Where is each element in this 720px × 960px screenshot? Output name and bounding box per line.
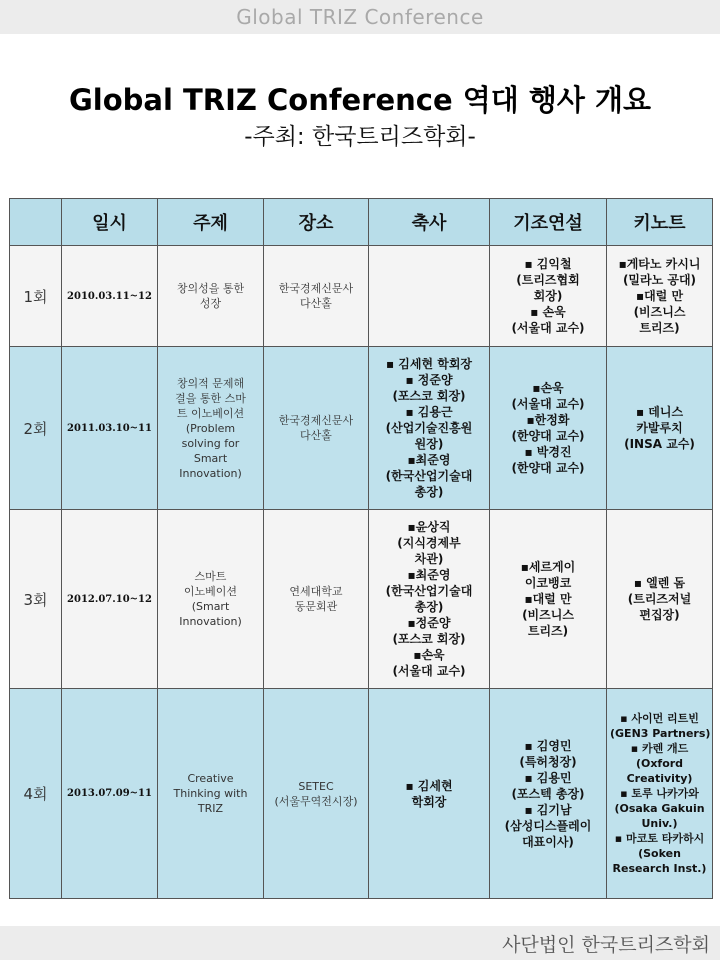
cell-line: (포스코 회장) [392, 632, 466, 646]
cell-line: 트 이노베이션 [176, 406, 245, 420]
cell-line: (산업기술진흥원 [385, 421, 473, 435]
cell-line: 연세대학교 [289, 585, 343, 598]
keynote-speech-cell [490, 510, 607, 689]
congratulatory-cell [369, 246, 490, 347]
cell-line: Creative [187, 772, 234, 785]
cell-line: ▪ 김세현 [405, 778, 453, 793]
top-header-band [0, 0, 720, 34]
cell-line: (비즈니스 [522, 608, 574, 622]
cell-line: 트리즈) [527, 624, 569, 638]
venue-cell [264, 347, 369, 510]
date-cell: 2010.03.11~12 [62, 246, 158, 347]
keynote-speech-cell [490, 689, 607, 899]
round-cell: 3회 [10, 510, 62, 689]
cell-line: ▪ 데니스 [635, 405, 684, 419]
keynote-cell [607, 689, 713, 899]
cell-line: ▪대럴 만 [635, 289, 684, 303]
venue-cell [264, 689, 369, 899]
cell-line: ▪최준영 [407, 453, 451, 467]
cell-line: (INSA 교수) [624, 437, 695, 451]
cell-line: (한국산업기술대 [385, 469, 473, 483]
cell-line: (한양대 교수) [511, 429, 585, 443]
cell-line: ▪ 엘렌 돔 [633, 576, 686, 590]
cell-line: (한국산업기술대 [385, 584, 473, 598]
cell-line: (한양대 교수) [511, 461, 585, 475]
cell-line: 원장) [414, 437, 444, 451]
cell-line: solving for [181, 436, 240, 450]
cell-line: ▪ 마코토 타카하시 [614, 832, 705, 845]
cell-line: 창의적 문제해 [176, 376, 245, 390]
header-cell-date: 일시 [62, 199, 158, 246]
cell-line: 스마트 [194, 570, 227, 583]
table-header-row [10, 199, 713, 246]
cell-line: ▪ 박경진 [524, 445, 572, 459]
cell-line: (서울대 교수) [511, 397, 585, 411]
cell-line: Creativity) [626, 772, 693, 785]
cell-line: (Smart [191, 600, 230, 613]
cell-line: 대표이사) [522, 834, 574, 849]
header-cell-theme: 주제 [158, 199, 264, 246]
round-cell: 2회 [10, 347, 62, 510]
header-cell-congratulatory: 축사 [369, 199, 490, 246]
header-cell-keynote-speech: 기조연설 [490, 199, 607, 246]
cell-line: ▪대럴 만 [524, 592, 572, 606]
cell-line: 성장 [199, 297, 222, 310]
cell-line: ▪ 정준양 [405, 373, 453, 387]
header-cell-keynote: 키노트 [607, 199, 713, 246]
cell-line: Thinking with [173, 787, 248, 800]
cell-line: 트리즈) [639, 321, 680, 335]
cell-line: ▪최준영 [407, 568, 451, 582]
page-subtitle: -주최: 한국트리즈학회- [244, 124, 476, 150]
cell-line: Innovation) [179, 615, 242, 628]
cell-line: (특허청장) [519, 754, 577, 769]
theme-cell [158, 246, 264, 347]
cell-line: (포스텍 총장) [511, 786, 585, 801]
theme-cell [158, 347, 264, 510]
header-cell-venue: 장소 [264, 199, 369, 246]
date-cell: 2013.07.09~11 [62, 689, 158, 899]
cell-line: ▪ 김세현 학회장 [385, 357, 473, 371]
header-cell-round [10, 199, 62, 246]
cell-line: 편집장) [639, 608, 680, 622]
keynote-speech-cell [490, 347, 607, 510]
table-row [10, 689, 713, 899]
theme-cell [158, 510, 264, 689]
cell-line: (포스코 회장) [392, 389, 466, 403]
keynote-speech-cell [490, 246, 607, 347]
cell-line: ▪게타노 카시니 [618, 257, 701, 271]
footer-organization: 사단법인 한국트리즈학회 [502, 933, 710, 956]
cell-line: 한국경제신문사 [278, 282, 354, 295]
cell-line: ▪ 김익철 [524, 257, 572, 271]
cell-line: ▪손욱 [532, 381, 564, 395]
header-band-text: Global TRIZ Conference [236, 5, 484, 29]
cell-line: 한국경제신문사 [278, 414, 354, 427]
cell-line: ▪ 토루 나카가와 [620, 787, 699, 800]
cell-line: ▪손욱 [413, 648, 445, 662]
conference-history-table [9, 198, 713, 899]
theme-cell [158, 689, 264, 899]
cell-line: (트리즈협회 [516, 273, 580, 287]
cell-line: 동문회관 [294, 600, 338, 613]
date-cell: 2012.07.10~12 [62, 510, 158, 689]
cell-line: 다산홀 [300, 297, 332, 310]
cell-line: 회장) [533, 289, 563, 303]
cell-line: (Soken [638, 847, 681, 860]
round-cell: 1회 [10, 246, 62, 347]
venue-cell [264, 246, 369, 347]
cell-line: 이코뱅코 [524, 576, 572, 590]
cell-line: ▪ 사이먼 리트빈 [620, 712, 699, 725]
cell-line: SETEC [298, 779, 334, 793]
cell-line: ▪ 김기남 [524, 802, 572, 817]
cell-line: (삼성디스플레이 [504, 818, 592, 833]
cell-line: 카발루치 [636, 421, 683, 435]
cell-line: 결을 통한 스마 [175, 391, 246, 405]
footer-band [0, 926, 720, 960]
table-row [10, 246, 713, 347]
cell-line: 총장) [414, 485, 444, 499]
venue-cell [264, 510, 369, 689]
cell-line: TRIZ [197, 802, 224, 815]
cell-line: (지식경제부 [397, 536, 461, 550]
cell-line: ▪한정화 [526, 413, 570, 427]
keynote-cell [607, 510, 713, 689]
cell-line: Research Inst.) [612, 862, 707, 875]
cell-line: 이노베이션 [183, 585, 238, 598]
cell-line: (GEN3 Partners) [610, 727, 711, 740]
keynote-cell [607, 246, 713, 347]
page-title: Global TRIZ Conference 역대 행사 개요 [68, 83, 652, 117]
date-cell: 2011.03.10~11 [62, 347, 158, 510]
cell-line: Univ.) [641, 817, 678, 830]
cell-line: 창의성을 통한 [176, 282, 245, 295]
cell-line: (서울대 교수) [392, 664, 466, 678]
cell-line: (서울무역전시장) [274, 794, 358, 808]
cell-line: ▪ 김영민 [524, 738, 572, 753]
cell-line: 총장) [414, 600, 444, 614]
cell-line: (비즈니스 [633, 305, 686, 319]
cell-line: (Oxford [635, 757, 684, 770]
cell-line: (밀라노 공대) [622, 273, 697, 287]
cell-line: ▪세르게이 [520, 560, 576, 574]
cell-line: ▪ 김용민 [524, 770, 572, 785]
cell-line: ▪윤상직 [407, 520, 451, 534]
cell-line: 학회장 [411, 794, 447, 809]
cell-line: (Osaka Gakuin [614, 802, 705, 815]
cell-line: ▪ 김용근 [405, 405, 453, 419]
cell-line: 차관) [414, 552, 444, 566]
congratulatory-cell [369, 689, 490, 899]
table-row [10, 510, 713, 689]
cell-line: ▪ 카렌 개드 [630, 742, 689, 755]
cell-line: (트리즈저널 [627, 592, 692, 606]
cell-line: Innovation) [179, 466, 242, 480]
table-row [10, 347, 713, 510]
cell-line: (서울대 교수) [511, 321, 585, 335]
cell-line: ▪ 손욱 [530, 305, 566, 319]
keynote-cell [607, 347, 713, 510]
congratulatory-cell [369, 510, 490, 689]
round-cell: 4회 [10, 689, 62, 899]
cell-line: Smart [193, 451, 228, 465]
cell-line: ▪정준양 [407, 616, 451, 630]
cell-line: 다산홀 [300, 429, 332, 442]
congratulatory-cell [369, 347, 490, 510]
cell-line: (Problem [185, 421, 236, 435]
